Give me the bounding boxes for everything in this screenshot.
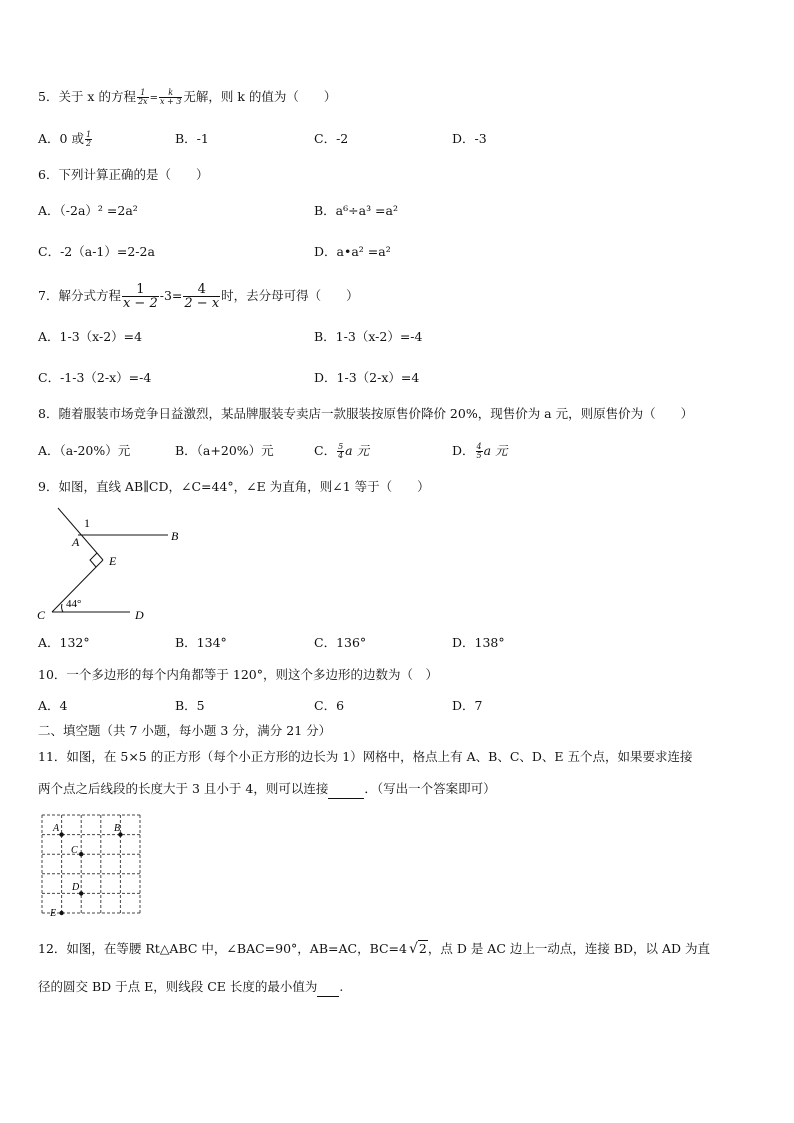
question-5-option-a[interactable]: A．0 或 $\frac{1}{2}$ bbox=[38, 130, 92, 148]
question-7-option-a[interactable]: A．1-3（x-2）=4 bbox=[38, 329, 143, 344]
fraction-1-over-2: $\frac{1}{2}$ bbox=[85, 130, 92, 148]
label-angle-44: 44° bbox=[66, 598, 82, 610]
fraction-5-over-4: $\frac{5}{4}$ bbox=[338, 442, 344, 460]
sqrt-2: √2 bbox=[408, 941, 427, 957]
label-a: A bbox=[53, 823, 60, 834]
fraction-4-over-5: $\frac{4}{5}$ bbox=[476, 442, 482, 460]
question-10-option-a[interactable]: A．4 bbox=[38, 698, 68, 713]
question-7-option-c[interactable]: C．-1-3（2-x）=-4 bbox=[38, 370, 152, 385]
question-6-option-d[interactable]: D．a•a² =a² bbox=[314, 244, 391, 259]
question-7-stem: 7．解分式方程 $\frac{1}{x - 2}$ -3= $\frac{4}{2 - x}$ 时，去分母可得（ ） bbox=[38, 282, 359, 311]
fraction-1-over-2x: $\frac{1}{2x}$ bbox=[137, 88, 148, 106]
question-9-option-c[interactable]: C．136° bbox=[314, 635, 367, 650]
right-angle-mark bbox=[90, 553, 97, 567]
question-9-option-b[interactable]: B．134° bbox=[175, 635, 227, 650]
question-8-stem: 8．随着服装市场竞争日益激烈，某品牌服装专卖店一款服装按原售价降价 20%，现售价为 a 元，则原售价为（ ） bbox=[38, 406, 694, 421]
question-5-stem: 5．关于 x 的方程 $\frac{1}{2x}$ = $\frac{k}{x + 3}$ 无解，则 k 的值为（ ） bbox=[38, 88, 337, 106]
question-12-line-2: 径的圆交 BD 于点 E，则线段 CE 长度的最小值为 . bbox=[38, 978, 343, 997]
question-9-stem: 9．如图，直线 AB∥CD，∠C=44°，∠E 为直角，则∠1 等于（ ） bbox=[38, 479, 430, 494]
point-d bbox=[79, 891, 83, 895]
question-6-option-a[interactable]: A．（-2a）² =2a² bbox=[38, 203, 138, 218]
line-ae bbox=[58, 508, 103, 560]
point-e bbox=[59, 911, 63, 915]
answer-blank[interactable] bbox=[328, 780, 364, 799]
question-9-option-a[interactable]: A．132° bbox=[38, 635, 90, 650]
fraction-1-over-x-minus-2: $\frac{1}{x - 2}$ bbox=[122, 282, 158, 311]
question-5-option-b[interactable]: B．-1 bbox=[175, 131, 209, 146]
question-10-stem: 10．一个多边形的每个内角都等于 120°，则这个多边形的边数为（ ） bbox=[38, 667, 438, 682]
question-5-option-c[interactable]: C．-2 bbox=[314, 131, 349, 146]
label-b: B bbox=[171, 529, 179, 543]
question-6-stem: 6．下列计算正确的是（ ） bbox=[38, 167, 209, 182]
label-e: E bbox=[109, 554, 117, 568]
question-7-option-d[interactable]: D．1-3（2-x）=4 bbox=[314, 370, 420, 385]
label-c: C bbox=[37, 608, 46, 622]
question-6-option-b[interactable]: B．a⁶÷a³ =a² bbox=[314, 203, 398, 218]
fraction-4-over-2-minus-x: $\frac{4}{2 - x}$ bbox=[184, 282, 220, 311]
label-c: C bbox=[71, 845, 78, 856]
question-8-option-d[interactable]: D． $\frac{4}{5}$ a 元 bbox=[452, 442, 508, 460]
fraction-k-over-x-plus-3: $\frac{k}{x + 3}$ bbox=[159, 88, 182, 106]
question-8-option-c[interactable]: C． $\frac{5}{4}$ a 元 bbox=[314, 442, 370, 460]
question-7-option-b[interactable]: B．1-3（x-2）=-4 bbox=[314, 329, 423, 344]
parallel-lines-figure bbox=[30, 502, 200, 626]
label-e: E bbox=[50, 908, 57, 917]
question-6-option-c[interactable]: C．-2（a-1）=2-2a bbox=[38, 244, 155, 259]
grid-figure bbox=[40, 813, 144, 917]
question-5-option-d[interactable]: D．-3 bbox=[452, 131, 487, 146]
question-11-line-1: 11．如图，在 5×5 的正方形（每个小正方形的边长为 1）网格中，格点上有 A、B、C、D、E 五个点，如果要求连接 bbox=[38, 749, 693, 764]
question-10-option-d[interactable]: D．7 bbox=[452, 698, 483, 713]
question-11-line-2: 两个点之后线段的长度大于 3 且小于 4，则可以连接 ．（写出一个答案即可） bbox=[38, 780, 496, 799]
question-8-option-a[interactable]: A．（a-20%）元 bbox=[38, 443, 131, 458]
label-d: D bbox=[72, 882, 80, 893]
answer-blank[interactable] bbox=[317, 978, 339, 997]
point-c bbox=[79, 852, 83, 856]
question-8-option-b[interactable]: B．（a+20%）元 bbox=[175, 443, 274, 458]
label-b: B bbox=[114, 823, 121, 834]
question-12-line-1: 12．如图，在等腰 Rt△ABC 中，∠BAC=90°，AB=AC，BC=4 √2，点 D 是 AC 边上一动点，连接 BD，以 AD 为直 bbox=[38, 941, 711, 957]
label-angle-1: 1 bbox=[84, 516, 90, 530]
point-a bbox=[59, 832, 63, 836]
question-10-option-b[interactable]: B．5 bbox=[175, 698, 205, 713]
section-heading-fill-in: 二、填空题（共 7 小题，每小题 3 分，满分 21 分） bbox=[38, 723, 332, 738]
angle-arc-c bbox=[62, 604, 63, 612]
label-d: D bbox=[135, 608, 144, 622]
question-9-option-d[interactable]: D．138° bbox=[452, 635, 505, 650]
label-a: A bbox=[72, 535, 80, 549]
question-10-option-c[interactable]: C．6 bbox=[314, 698, 345, 713]
